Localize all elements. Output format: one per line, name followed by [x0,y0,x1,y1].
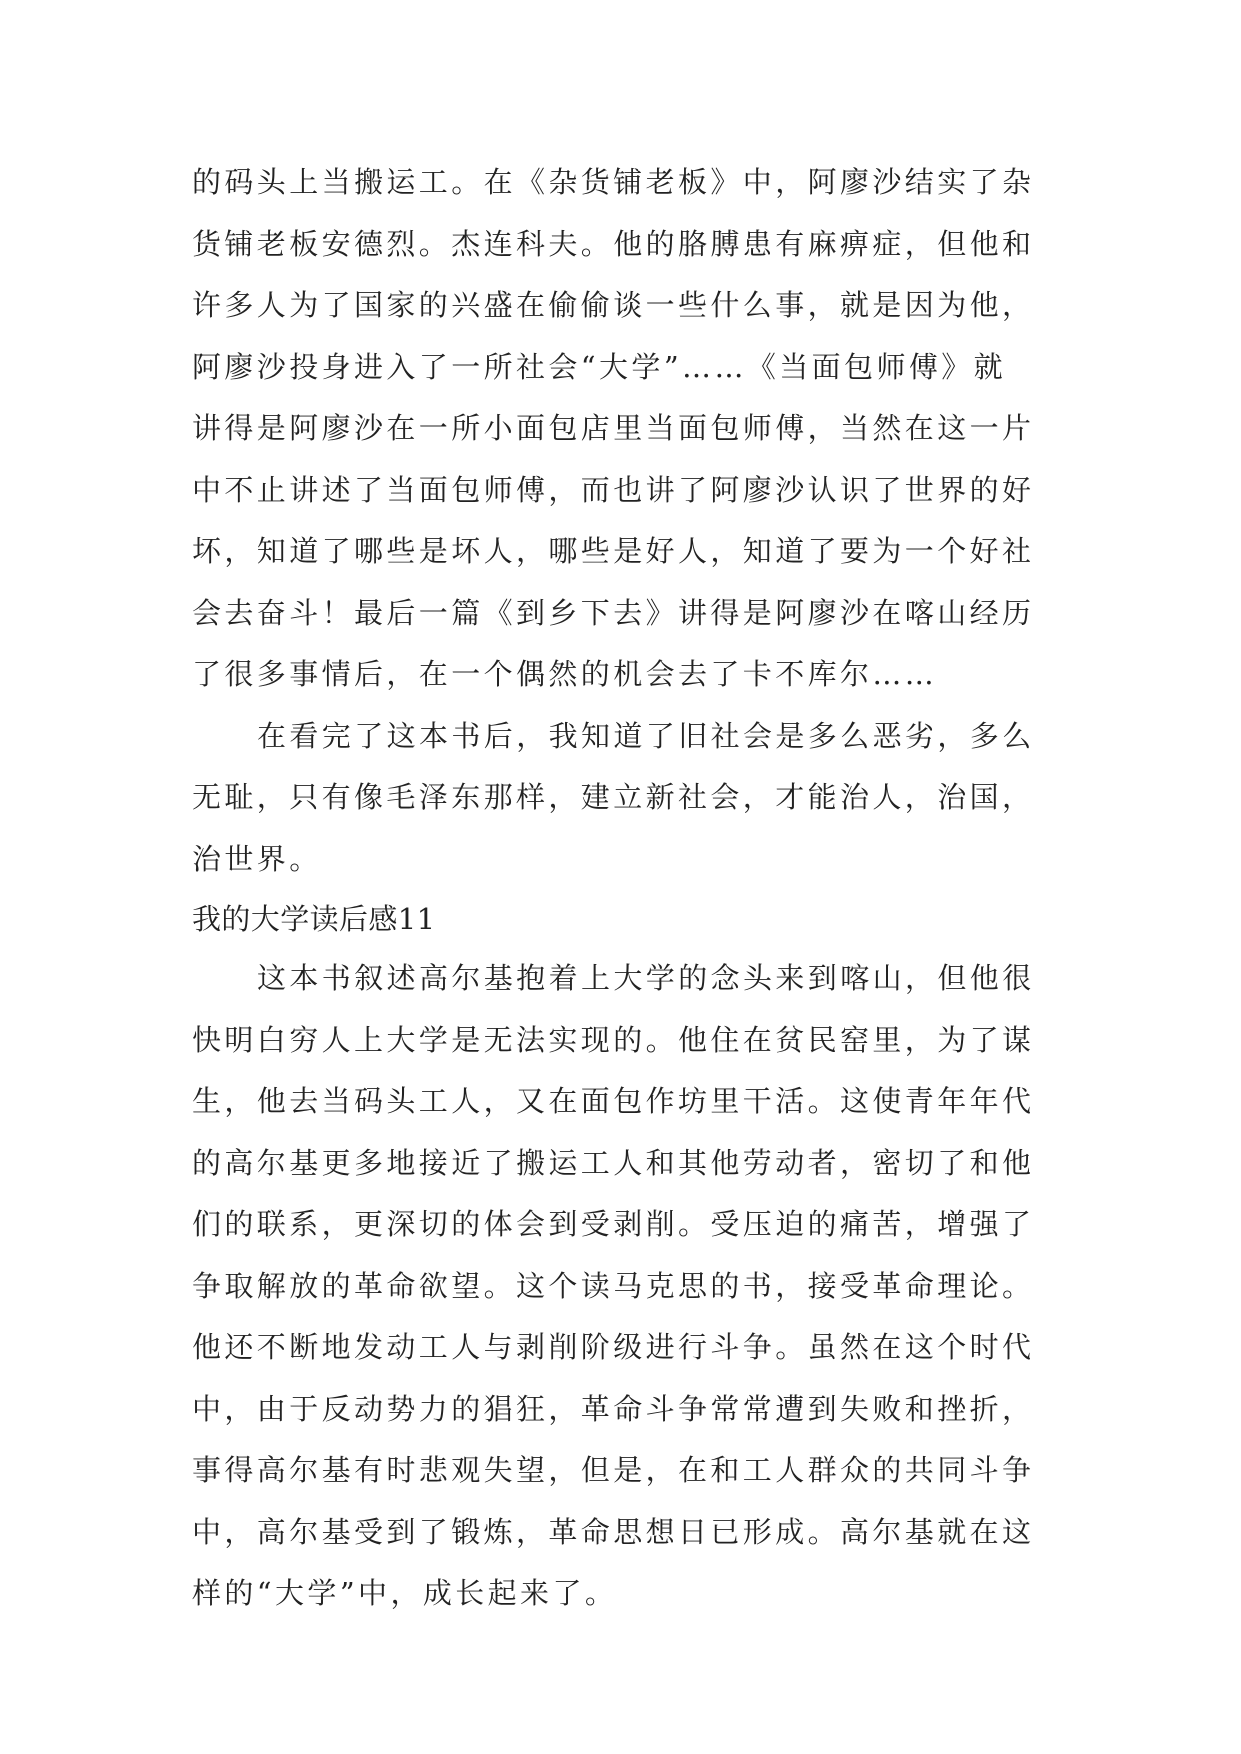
text-line: 了很多事情后，在一个偶然的机会去了卡不库尔…… [192,657,938,691]
text-line: 治世界。 [192,841,322,876]
text-line: 货铺老板安德烈。杰连科夫。他的胳膊患有麻痹症，但他和 [192,226,1035,261]
text-line: 他还不断地发动工人与剥削阶级进行斗争。虽然在这个时代 [192,1330,1035,1364]
paragraph-2 [192,706,1062,891]
text-line: 们的联系，更深切的体会到受剥削。受压迫的痛苦，增强了 [192,1207,1035,1241]
text-line: 无耻，只有像毛泽东那样，建立新社会，才能治人，治国， [192,780,1035,814]
text-line: 生，他去当码头工人，又在面包作坊里干活。这使青年年代 [192,1084,1035,1118]
section-heading: 我的大学读后感11 [192,902,436,936]
text-line: 的高尔基更多地接近了搬运工人和其他劳动者，密切了和他 [192,1145,1035,1180]
paragraph-1 [192,152,1062,706]
text-line: 的码头上当搬运工。在《杂货铺老板》中，阿廖沙结实了杂 [192,165,1035,199]
paragraph-3 [192,948,1062,1625]
document-body [192,152,1062,1625]
text-line: 中不止讲述了当面包师傅，而也讲了阿廖沙认识了世界的好 [192,472,1035,507]
text-line: 会去奋斗！最后一篇《到乡下去》讲得是阿廖沙在喀山经历 [192,595,1035,630]
text-line: 争取解放的革命欲望。这个读马克思的书，接受革命理论。 [192,1268,1035,1303]
text-line: 中，由于反动势力的猖狂，革命斗争常常遭到失败和挫折， [192,1391,1035,1426]
text-line: 样的“大学”中，成长起来了。 [192,1576,618,1610]
text-line: 坏，知道了哪些是坏人，哪些是好人，知道了要为一个好社 [192,534,1035,568]
text-line: 中，高尔基受到了锻炼，革命思想日已形成。高尔基就在这 [192,1514,1035,1549]
text-line: 事得高尔基有时悲观失望，但是，在和工人群众的共同斗争 [192,1453,1035,1487]
text-line: 在看完了这本书后，我知道了旧社会是多么恶劣，多么 [257,718,1035,753]
text-line: 快明白穷人上大学是无法实现的。他住在贫民窑里，为了谋 [192,1022,1035,1057]
text-line: 讲得是阿廖沙在一所小面包店里当面包师傅，当然在这一片 [192,411,1035,445]
text-line: 这本书叙述高尔基抱着上大学的念头来到喀山，但他很 [257,961,1035,995]
text-line: 阿廖沙投身进入了一所社会“大学”……《当面包师傅》就 [192,349,1007,384]
text-line: 许多人为了国家的兴盛在偷偷谈一些什么事，就是因为他， [192,288,1035,322]
